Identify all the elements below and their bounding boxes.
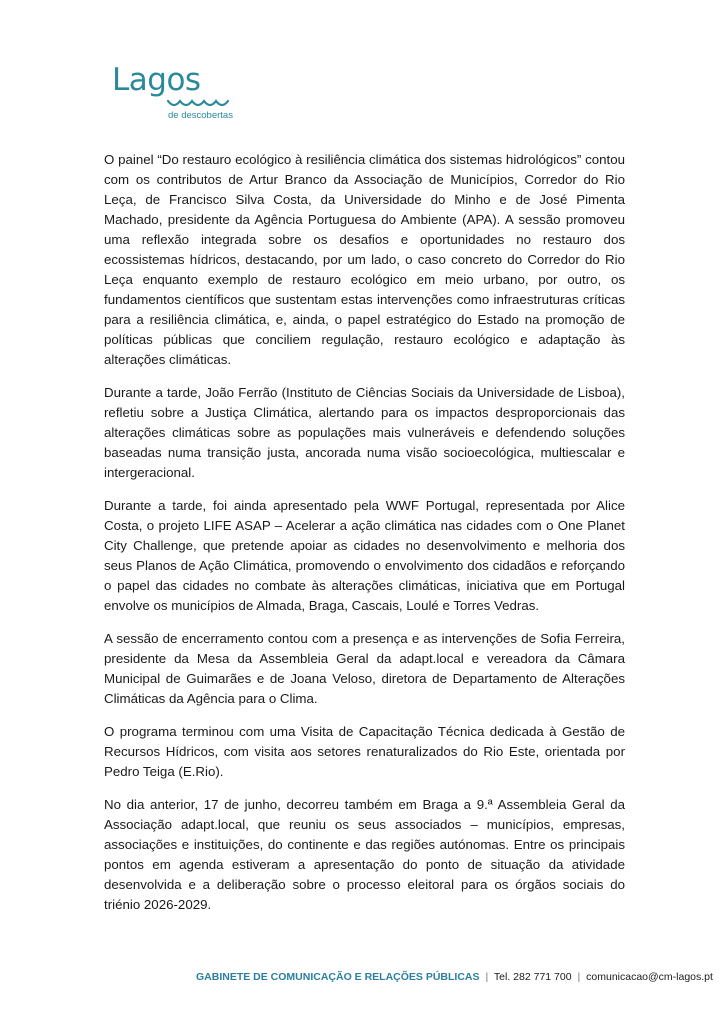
lagos-logo	[112, 60, 252, 130]
footer-phone: Tel. 282 771 700	[493, 971, 572, 983]
footer-separator: |	[577, 971, 581, 983]
footer-separator: |	[485, 971, 489, 983]
paragraph-visita-tecnica: O programa terminou com uma Visita de Capacitação Técnica dedicada à Gestão de Recursos Hídricos, com visita aos setores renaturalizados do Rio Este, orientada por Pedro Teiga (E.Rio).	[104, 724, 625, 779]
logo-wordmark: Lagos	[112, 62, 201, 98]
waves-icon	[166, 98, 236, 110]
paragraph-painel: O painel “Do restauro ecológico à resiliência climática dos sistemas hidrológicos” contou com os contributos de Artur Branco da Associação de Municípios, Corredor do Rio Leça, de Francisco Silva Costa, da Universidade do Minho e de José Pimenta Machado, presidente da Agência Portuguesa do Ambiente (APA). A sessão promoveu uma reflexão integrada sobre os desafios e oportunidades no restauro dos ecossistemas hídricos, destacando, por um lado, o caso concreto do Corredor do Rio Leça enquanto exemplo de restauro ecológico em meio urbano, por outro, os fundamentos científicos que sustentam estas intervenções como infraestruturas críticas para a resiliência climática, e, ainda, o papel estratégico do Estado na promoção de políticas públicas que conciliem regulação, restauro ecológico e adaptação às alterações climáticas.	[104, 152, 625, 367]
page-footer	[196, 971, 713, 983]
paragraph-life-asap: Durante a tarde, foi ainda apresentado pela WWF Portugal, representada por Alice Costa, o projeto LIFE ASAP – Acelerar a ação climática nas cidades com o One Planet City Challenge, que pretende apoiar as cidades no desenvolvimento e melhoria dos seus Planos de Ação Climática, promovendo o envolvimento dos cidadãos e reforçando o papel das cidades no combate às alterações climáticas, iniciativa que em Portugal envolve os municípios de Almada, Braga, Cascais, Loulé e Torres Vedras.	[104, 498, 625, 613]
footer-department: GABINETE DE COMUNICAÇÃO E RELAÇÕES PÚBLICAS	[196, 971, 480, 983]
logo-tagline: de descobertas	[168, 110, 233, 121]
paragraph-encerramento: A sessão de encerramento contou com a presença e as intervenções de Sofia Ferreira, presidente da Mesa da Assembleia Geral da adapt.local e vereadora da Câmara Municipal de Guimarães e de Joana Veloso, diretora de Departamento de Alterações Climáticas da Agência para o Clima.	[104, 631, 625, 706]
document-body	[104, 150, 625, 928]
paragraph-assembleia-geral: No dia anterior, 17 de junho, decorreu também em Braga a 9.ª Assembleia Geral da Associação adapt.local, que reuniu os seus associados – municípios, empresas, associações e instituições, do continente e das regiões autónomas. Entre os principais pontos em agenda estiveram a apresentação do ponto de situação da atividade desenvolvida e a deliberação sobre o processo eleitoral para os órgãos sociais do triénio 2026-2029.	[104, 797, 625, 912]
footer-email[interactable]: comunicacao@cm-lagos.pt	[586, 971, 713, 983]
paragraph-justica-climatica: Durante a tarde, João Ferrão (Instituto de Ciências Sociais da Universidade de Lisboa), refletiu sobre a Justiça Climática, alertando para os impactos desproporcionais das alterações climáticas sobre as populações mais vulneráveis e defendendo soluções baseadas numa transição justa, ancorada numa visão socioecológica, multiescalar e intergeracional.	[104, 385, 625, 480]
